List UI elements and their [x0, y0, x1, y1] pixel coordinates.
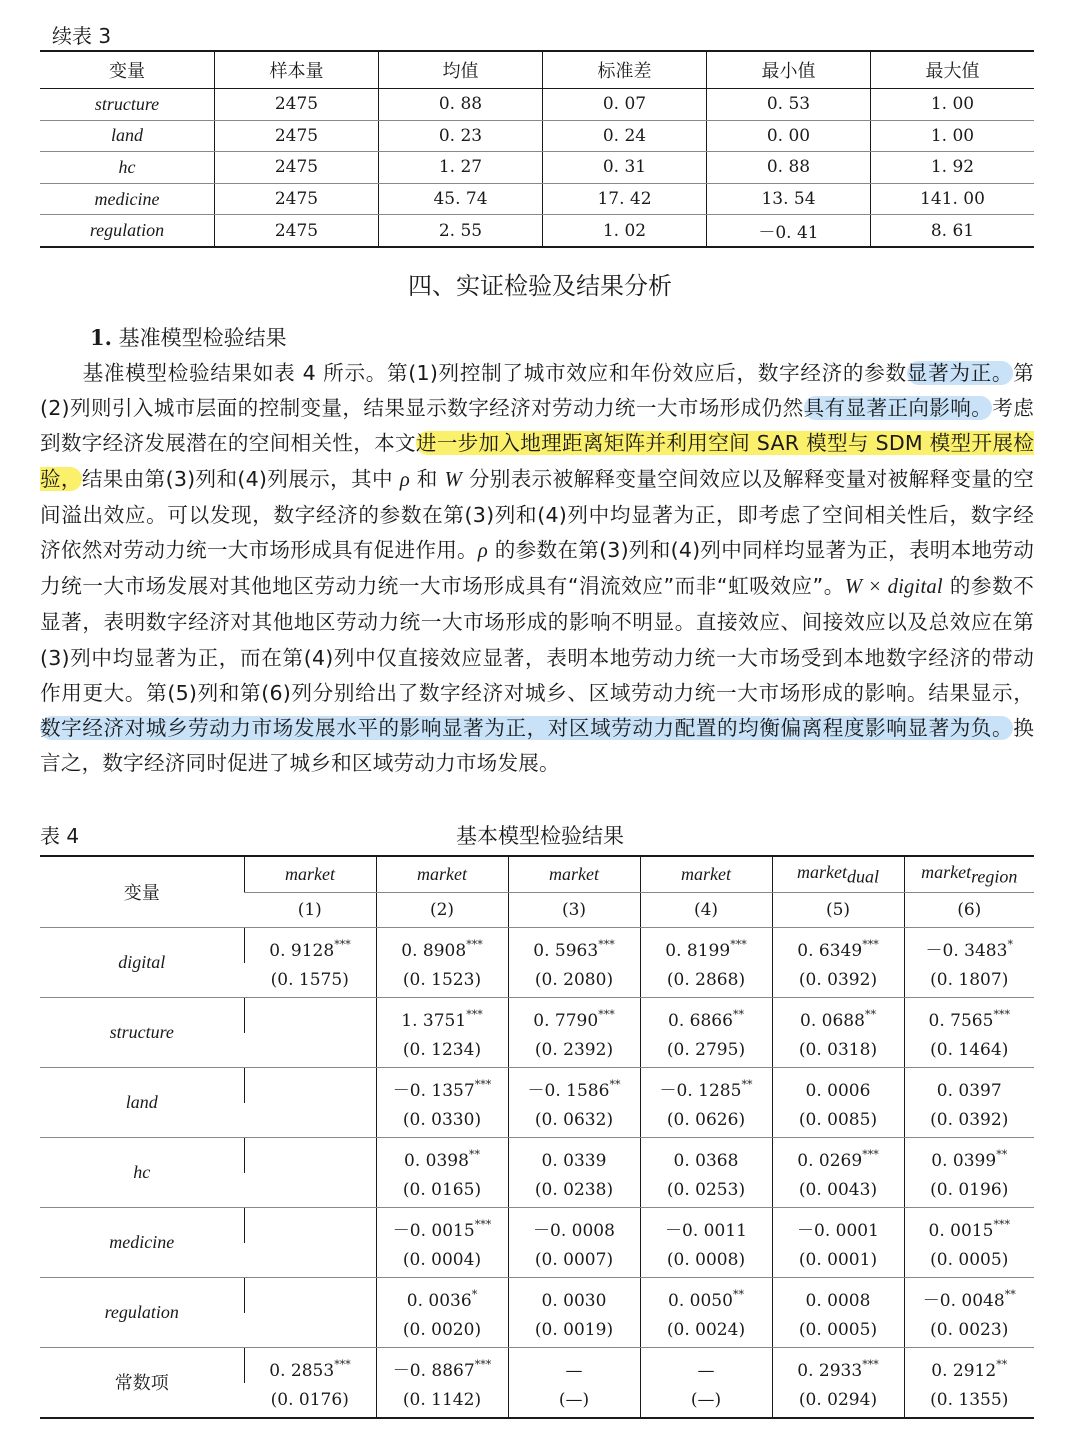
coefficient-cell: [244, 998, 376, 1033]
table3-header: 变量: [40, 51, 215, 89]
text-run: 第(2)列则引入城市层面的控制变量，结果显示数字经济对劳动力统一大市场形成仍然: [40, 361, 1034, 421]
coefficient-cell: [640, 1348, 772, 1383]
text-run: 分别表示被解释变量空间效应以及解释变量对被解释变量的空间溢出效应。可以发现，数字经济的参数在第(3)列和(4)列中均显著为正，即考虑了空间相关性后，数字经济依然对劳动力统一大市场形成具有促进作用。: [40, 466, 1034, 563]
table3-cell: 0. 24: [543, 120, 707, 152]
std-error-cell: (0. 0392): [772, 963, 904, 998]
significance-stars: ***: [993, 1007, 1010, 1021]
dep-var-name: market: [417, 863, 467, 884]
coefficient-cell: [772, 1208, 904, 1243]
text-run: 和: [409, 466, 445, 491]
text-run: 换言之，数字经济同时促进了城乡和区域劳动力市场发展。: [40, 716, 1034, 776]
significance-stars: *: [471, 1287, 478, 1301]
section-title: 四、实证检验及结果分析: [408, 272, 672, 300]
table3-cell: 1. 00: [871, 120, 1035, 152]
table4-coef-row: [40, 928, 1034, 963]
coefficient-cell: [244, 1278, 376, 1313]
table3: [40, 50, 1034, 248]
significance-stars: **: [741, 1077, 753, 1091]
std-error-cell: (0. 0626): [640, 1103, 772, 1138]
coefficient-cell: [772, 1138, 904, 1173]
coefficient-value: 0. 9128: [269, 940, 335, 961]
table3-caption: 续表 3: [52, 24, 112, 48]
subsection-number: 1.: [90, 325, 112, 350]
std-error-cell: (0. 0008): [640, 1243, 772, 1278]
table3-row: [40, 215, 1034, 247]
std-error-cell: [244, 1243, 376, 1278]
coefficient-value: －0. 0011: [665, 1220, 747, 1241]
std-error-cell: (0. 0001): [772, 1243, 904, 1278]
dep-var-subscript: dual: [846, 865, 879, 886]
coefficient-value: 0. 0688: [800, 1010, 865, 1031]
coefficient-value: 0. 0368: [673, 1150, 739, 1171]
coefficient-value: 0. 6349: [797, 940, 863, 961]
table4-col-number: (3): [508, 892, 640, 928]
std-error-cell: (0. 1464): [904, 1033, 1034, 1068]
table3-var-name: medicine: [40, 183, 215, 215]
coefficient-value: －0. 0001: [797, 1220, 879, 1241]
std-error-cell: (0. 0253): [640, 1173, 772, 1208]
table3-var-name: land: [40, 120, 215, 152]
table4-coef-row: [40, 1208, 1034, 1243]
coefficient-cell: [772, 928, 904, 963]
std-error-cell: (0. 0043): [772, 1173, 904, 1208]
table4-dep-var: [244, 856, 376, 892]
coefficient-value: 0. 7565: [928, 1010, 994, 1031]
significance-stars: ***: [474, 1217, 492, 1231]
table4-var-name: regulation: [40, 1278, 244, 1348]
table3-row: [40, 152, 1034, 184]
coefficient-value: 0. 7790: [533, 1010, 599, 1031]
std-error-cell: (0. 0318): [772, 1033, 904, 1068]
text-run: 基准模型检验结果如表 4 所示。第(1)列控制了城市效应和年份效应后，数字经济的参数: [40, 361, 907, 385]
table3-header: 最大值: [871, 51, 1035, 89]
coefficient-value: －0. 1586: [527, 1080, 610, 1101]
table3-row: [40, 120, 1034, 152]
std-error-cell: (0. 0085): [772, 1103, 904, 1138]
math-symbol: ρ: [399, 468, 410, 491]
coefficient-cell: [772, 1068, 904, 1103]
std-error-cell: [244, 1033, 376, 1068]
table4-col-number: (1): [244, 892, 376, 928]
table3-cell: 1. 00: [871, 89, 1035, 121]
coefficient-cell: [508, 1138, 640, 1173]
coefficient-cell: [508, 928, 640, 963]
std-error-cell: (0. 1523): [376, 963, 508, 998]
table3-cell: 0. 23: [379, 120, 543, 152]
table3-cell: 0. 31: [543, 152, 707, 184]
math-symbol: W: [444, 468, 462, 491]
table3-cell: 13. 54: [707, 183, 871, 215]
text-run: 考虑到数字经济发展潜在的空间相关性，本文: [40, 396, 1034, 456]
coefficient-cell: [904, 928, 1034, 963]
table4-var-name: hc: [40, 1138, 244, 1208]
table4-coef-row: [40, 998, 1034, 1033]
table3-cell: 2475: [215, 89, 379, 121]
coefficient-cell: [772, 1278, 904, 1313]
coefficient-value: 0. 0015: [928, 1220, 994, 1241]
coefficient-cell: [640, 1138, 772, 1173]
coefficient-cell: [376, 998, 508, 1033]
coefficient-cell: [244, 1068, 376, 1103]
table3-cell: 45. 74: [379, 183, 543, 215]
significance-stars: ***: [862, 1357, 879, 1371]
table4-var-name: land: [40, 1068, 244, 1138]
table3-cell: 2475: [215, 183, 379, 215]
coefficient-value: 0. 8199: [665, 940, 731, 961]
std-error-cell: [244, 1313, 376, 1348]
std-error-cell: [244, 1103, 376, 1138]
text-run: 的参数不显著，表明数字经济对其他地区劳动力统一大市场形成的影响不明显。直接效应、间接效应以及总效应在第(3)列中均显著为正，而在第(4)列中仅直接效应显著，表明本地劳动力统一大市场受到本地数字经济的带动作用更大。第(5)列和第(6)列分别给出了数字经济对城乡、区域劳动力统一大市场形成的影响。结果显示，: [40, 574, 1035, 705]
std-error-cell: (0. 1234): [376, 1033, 508, 1068]
significance-stars: ***: [598, 1007, 615, 1021]
coefficient-value: 0. 0036: [406, 1290, 472, 1311]
table3-header: 标准差: [543, 51, 707, 89]
std-error-cell: (0. 0023): [904, 1313, 1034, 1348]
significance-stars: ***: [466, 1007, 483, 1021]
significance-stars: **: [732, 1287, 744, 1301]
coefficient-cell: [376, 1138, 508, 1173]
dep-var-name: market: [285, 863, 335, 884]
table3-cell: 2. 55: [379, 215, 543, 247]
table4-var-name: medicine: [40, 1208, 244, 1278]
table3-cell: 1. 92: [871, 152, 1035, 184]
table4-dep-var: [376, 856, 508, 892]
significance-stars: **: [468, 1147, 480, 1161]
coefficient-cell: [640, 998, 772, 1033]
table3-cell: 0. 53: [707, 89, 871, 121]
std-error-cell: (0. 2795): [640, 1033, 772, 1068]
table4-title: 基本模型检验结果: [456, 824, 624, 848]
std-error-cell: (0. 0007): [508, 1243, 640, 1278]
coefficient-value: 0. 0398: [404, 1150, 469, 1171]
significance-stars: **: [732, 1007, 744, 1021]
table4-coef-row: [40, 1348, 1034, 1383]
significance-stars: ***: [334, 1357, 351, 1371]
table3-var-name: structure: [40, 89, 215, 121]
coefficient-cell: [904, 1138, 1034, 1173]
table3-header: 均值: [379, 51, 543, 89]
coefficient-value: 0. 2933: [797, 1360, 863, 1381]
table4-var-header: 变量: [40, 856, 244, 928]
coefficient-value: 0. 0008: [805, 1290, 871, 1311]
std-error-cell: (0. 0238): [508, 1173, 640, 1208]
highlight-blue: 数字经济对城乡劳动力市场发展水平的影响显著为正，对区域劳动力配置的均衡偏离程度影响显著为负。: [40, 716, 1014, 741]
std-error-cell: (0. 2392): [508, 1033, 640, 1068]
coefficient-cell: [640, 1208, 772, 1243]
coefficient-cell: [904, 1348, 1034, 1383]
highlight-blue: 显著为正。: [906, 361, 1014, 385]
dep-var-name: market: [797, 861, 847, 882]
std-error-cell: (0. 0024): [640, 1313, 772, 1348]
coefficient-value: －0. 3483: [925, 940, 1008, 961]
coefficient-cell: [508, 1068, 640, 1103]
coefficient-cell: [376, 1278, 508, 1313]
table4-dep-var-row: [40, 856, 1034, 892]
table3-cell: 1. 27: [379, 152, 543, 184]
std-error-cell: (—): [508, 1383, 640, 1418]
table3-var-name: regulation: [40, 215, 215, 247]
significance-stars: **: [1004, 1287, 1016, 1301]
coefficient-value: －0. 8867: [392, 1360, 475, 1381]
highlight-yellow: 进一步加入地理距离矩阵并利用空间 SAR 模型与 SDM 模型开展检验，: [40, 431, 1034, 491]
table4-dep-var: [904, 856, 1034, 892]
coefficient-cell: [904, 998, 1034, 1033]
table3-header: 样本量: [215, 51, 379, 89]
significance-stars: **: [864, 1007, 876, 1021]
std-error-cell: (0. 2868): [640, 963, 772, 998]
coefficient-value: 0. 0397: [936, 1080, 1002, 1101]
std-error-cell: (0. 2080): [508, 963, 640, 998]
significance-stars: ***: [862, 937, 879, 951]
table4-dep-var: [772, 856, 904, 892]
coefficient-cell: [772, 998, 904, 1033]
table3-cell: 17. 42: [543, 183, 707, 215]
coefficient-value: —: [697, 1360, 715, 1381]
math-symbol: ρ: [477, 540, 488, 563]
significance-stars: ***: [474, 1357, 492, 1371]
table4-col-number: (4): [640, 892, 772, 928]
std-error-cell: (0. 0005): [772, 1313, 904, 1348]
significance-stars: **: [996, 1147, 1008, 1161]
coefficient-cell: [244, 1138, 376, 1173]
body-paragraph: [40, 356, 1034, 781]
text-run: 的参数在第(3)列和(4)列中同样均显著为正，表明本地劳动力统一大市场发展对其他地区劳动力统一大市场形成具有“涓流效应”而非“虹吸效应”。: [40, 538, 1035, 599]
significance-stars: ***: [466, 937, 483, 951]
coefficient-cell: [640, 928, 772, 963]
coefficient-value: 0. 0006: [805, 1080, 871, 1101]
significance-stars: ***: [993, 1217, 1010, 1231]
table3-cell: 2475: [215, 152, 379, 184]
coefficient-value: 0. 0339: [541, 1150, 607, 1171]
coefficient-cell: [640, 1068, 772, 1103]
coefficient-value: 0. 6866: [668, 1010, 733, 1031]
coefficient-cell: [244, 1348, 376, 1383]
coefficient-value: 0. 2912: [931, 1360, 997, 1381]
coefficient-value: 0. 0030: [541, 1290, 607, 1311]
table4-col-number: (5): [772, 892, 904, 928]
coefficient-cell: [508, 1278, 640, 1313]
coefficient-cell: [772, 1348, 904, 1383]
std-error-cell: (0. 0330): [376, 1103, 508, 1138]
table3-cell: 8. 61: [871, 215, 1035, 247]
coefficient-cell: [244, 928, 376, 963]
table3-cell: －0. 41: [707, 215, 871, 247]
coefficient-cell: [640, 1278, 772, 1313]
coefficient-value: 0. 0399: [931, 1150, 997, 1171]
coefficient-cell: [904, 1278, 1034, 1313]
coefficient-cell: [904, 1068, 1034, 1103]
table3-cell: 0. 00: [707, 120, 871, 152]
std-error-cell: (0. 1807): [904, 963, 1034, 998]
significance-stars: ***: [730, 937, 747, 951]
coefficient-value: 0. 0269: [797, 1150, 863, 1171]
table4-col-number: (2): [376, 892, 508, 928]
dep-var-name: market: [921, 861, 972, 882]
table4: [40, 855, 1034, 1419]
std-error-cell: (0. 0005): [904, 1243, 1034, 1278]
coefficient-value: 1. 3751: [401, 1010, 467, 1031]
coefficient-value: 0. 5963: [533, 940, 599, 961]
table3-row: [40, 89, 1034, 121]
significance-stars: **: [996, 1357, 1008, 1371]
dep-var-name: market: [681, 863, 731, 884]
table4-var-name: digital: [40, 928, 244, 998]
std-error-cell: (0. 0392): [904, 1103, 1034, 1138]
std-error-cell: (0. 1575): [244, 963, 376, 998]
table3-header: 最小值: [707, 51, 871, 89]
table4-dep-var: [508, 856, 640, 892]
table4-label: 表 4: [40, 824, 80, 848]
std-error-cell: (0. 0196): [904, 1173, 1034, 1208]
subsection-heading: [90, 322, 287, 352]
coefficient-value: 0. 0050: [668, 1290, 733, 1311]
coefficient-cell: [244, 1208, 376, 1243]
coefficient-cell: [508, 1348, 640, 1383]
significance-stars: *: [1007, 937, 1013, 951]
coefficient-value: －0. 0048: [922, 1290, 1005, 1311]
std-error-cell: (0. 0019): [508, 1313, 640, 1348]
table4-coef-row: [40, 1138, 1034, 1173]
coefficient-cell: [904, 1208, 1034, 1243]
dep-var-name: market: [549, 863, 599, 884]
coefficient-cell: [376, 928, 508, 963]
std-error-cell: (0. 1355): [904, 1383, 1034, 1418]
coefficient-value: —: [565, 1360, 583, 1381]
std-error-cell: (0. 1142): [376, 1383, 508, 1418]
coefficient-cell: [376, 1068, 508, 1103]
table4-coef-row: [40, 1068, 1034, 1103]
coefficient-cell: [376, 1348, 508, 1383]
coefficient-value: －0. 0008: [533, 1220, 615, 1241]
table4-var-name: structure: [40, 998, 244, 1068]
text-run: 结果由第(3)列和(4)列展示，其中: [81, 466, 400, 491]
coefficient-value: －0. 0015: [392, 1220, 475, 1241]
table3-cell: 2475: [215, 215, 379, 247]
table4-dep-var: [640, 856, 772, 892]
significance-stars: ***: [598, 937, 615, 951]
coefficient-value: 0. 8908: [401, 940, 467, 961]
coefficient-cell: [508, 1208, 640, 1243]
std-error-cell: (0. 0632): [508, 1103, 640, 1138]
std-error-cell: [244, 1173, 376, 1208]
subsection-text: 基准模型检验结果: [111, 326, 287, 350]
coefficient-cell: [508, 998, 640, 1033]
significance-stars: ***: [862, 1147, 879, 1161]
std-error-cell: (0. 0176): [244, 1383, 376, 1418]
coefficient-value: 0. 2853: [269, 1360, 335, 1381]
std-error-cell: (—): [640, 1383, 772, 1418]
significance-stars: ***: [334, 937, 351, 951]
table3-cell: 0. 88: [379, 89, 543, 121]
table3-row: [40, 183, 1034, 215]
table4-coef-row: [40, 1278, 1034, 1313]
table3-cell: 1. 02: [543, 215, 707, 247]
table3-cell: 0. 88: [707, 152, 871, 184]
dep-var-subscript: region: [971, 865, 1018, 886]
table4-var-name: 常数项: [40, 1348, 244, 1418]
std-error-cell: (0. 0004): [376, 1243, 508, 1278]
math-symbol: W × digital: [844, 576, 943, 599]
significance-stars: ***: [474, 1077, 492, 1091]
table3-var-name: hc: [40, 152, 215, 184]
highlight-blue: 具有显著正向影响。: [803, 396, 993, 421]
std-error-cell: (0. 0020): [376, 1313, 508, 1348]
coefficient-value: －0. 1357: [392, 1080, 475, 1101]
table3-header-row: [40, 51, 1034, 89]
table3-cell: 0. 07: [543, 89, 707, 121]
table3-cell: 2475: [215, 120, 379, 152]
coefficient-cell: [376, 1208, 508, 1243]
significance-stars: **: [609, 1077, 621, 1091]
coefficient-value: －0. 1285: [659, 1080, 742, 1101]
table3-cell: 141. 00: [871, 183, 1035, 215]
std-error-cell: (0. 0294): [772, 1383, 904, 1418]
std-error-cell: (0. 0165): [376, 1173, 508, 1208]
table4-col-number: (6): [904, 892, 1034, 928]
